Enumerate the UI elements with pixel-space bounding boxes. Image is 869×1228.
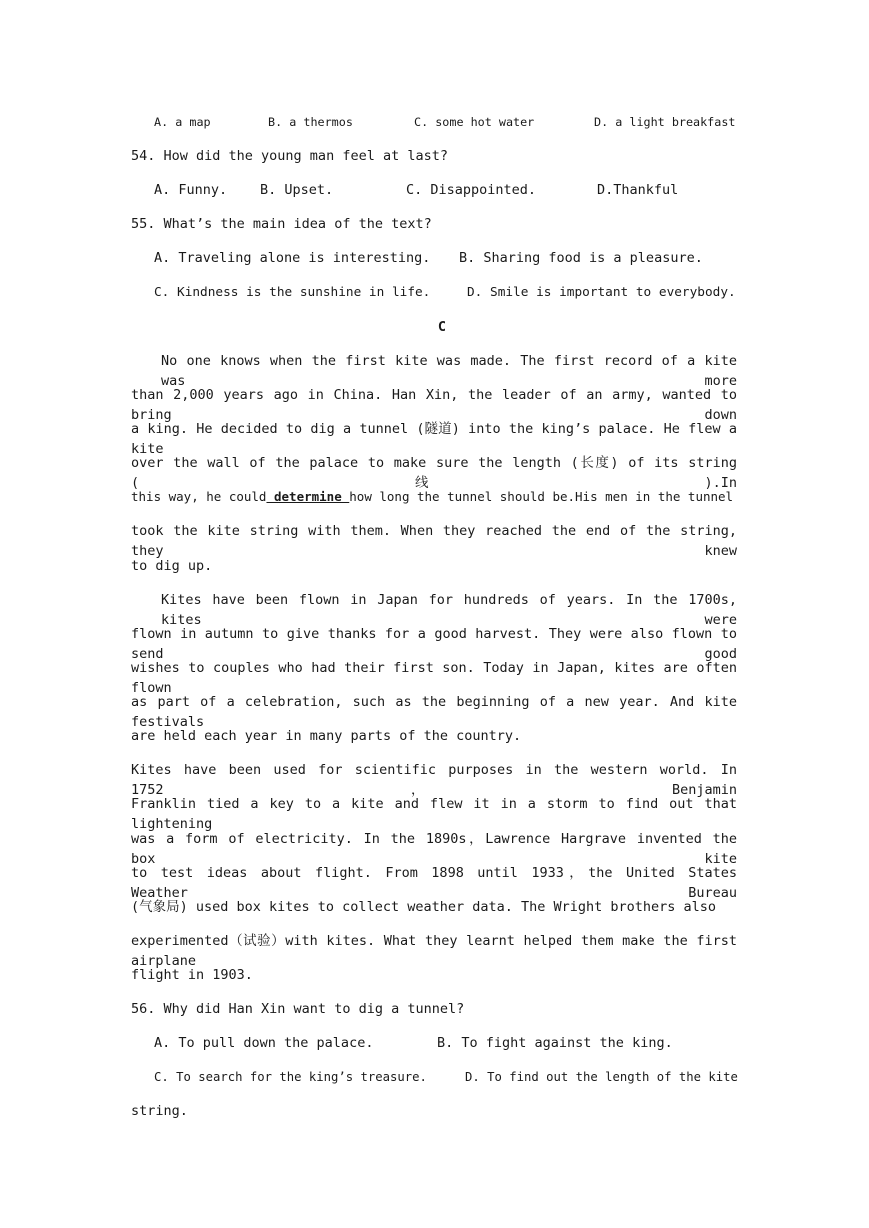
para1-line2: than 2,000 years ago in China. Han Xin, the leader of an army, wanted to bring down (131, 387, 737, 423)
q55-option-c: C. Kindness is the sunshine in life. (154, 285, 431, 300)
para1-line3: a king. He decided to dig a tunnel (隧道) into the king’s palace. He flew a kite (131, 421, 737, 457)
q56-option-d: D. To find out the length of the kite (465, 1070, 738, 1084)
q55-option-a: A. Traveling alone is interesting. (154, 250, 431, 266)
para2-line3: wishes to couples who had their first son. Today in Japan, kites are often flown (131, 660, 737, 696)
para1-line5-post: how long the tunnel should be.His men in the tunnel (349, 489, 734, 504)
para1-line5 (131, 487, 737, 507)
q53-option-c: C. some hot water (414, 115, 535, 129)
q53-option-d: D. a light breakfast (594, 115, 736, 129)
para2-line4: as part of a celebration, such as the beginning of a new year. And kite festivals (131, 694, 737, 730)
para3-line2: Franklin tied a key to a kite and flew it in a storm to find out that lightening (131, 796, 737, 832)
para2-line1: Kites have been flown in Japan for hundreds of years. In the 1700s, kites were (161, 592, 737, 628)
para2-line5: are held each year in many parts of the country. (131, 728, 522, 744)
underlined-word-determine: determine (266, 489, 350, 504)
q54-option-d: D.Thankful (597, 182, 679, 198)
q56-option-c: C. To search for the king’s treasure. (154, 1070, 427, 1084)
para3-line4: to test ideas about flight. From 1898 until 1933，the United States Weather Bureau (131, 865, 737, 901)
section-title: C (437, 319, 447, 335)
q56-question: 56. Why did Han Xin want to dig a tunnel? (131, 1001, 465, 1017)
para3-line5: (气象局) used box kites to collect weather data. The Wright brothers also (131, 899, 717, 915)
q56-option-d-continued: string. (131, 1103, 188, 1119)
q56-option-a: A. To pull down the palace. (154, 1035, 374, 1051)
q54-option-c: C. Disappointed. (406, 182, 537, 198)
q55-question: 55. What’s the main idea of the text? (131, 216, 432, 232)
para1-line7: to dig up. (131, 558, 213, 574)
para3-line6: experimented（试验）with kites. What they learnt helped them make the first airplane (131, 933, 737, 969)
para1-line4: over the wall of the palace to make sure the length (长度) of its string (线).In (131, 455, 737, 491)
q53-option-b: B. a thermos (268, 115, 353, 129)
para1-line1: No one knows when the first kite was made. The first record of a kite was more (161, 353, 737, 389)
q55-option-d: D. Smile is important to everybody. (467, 285, 736, 300)
para3-line1: Kites have been used for scientific purposes in the western world. In 1752，Benjamin (131, 762, 737, 798)
q54-option-b: B. Upset. (260, 182, 334, 198)
para1-line6: took the kite string with them. When they reached the end of the string, they knew (131, 523, 737, 559)
q55-option-b: B. Sharing food is a pleasure. (459, 250, 703, 266)
q54-question: 54. How did the young man feel at last? (131, 148, 448, 164)
q54-option-a: A. Funny. (154, 182, 228, 198)
para3-line7: flight in 1903. (131, 967, 253, 983)
para1-line5-pre: this way, he could (131, 489, 267, 504)
para2-line2: flown in autumn to give thanks for a good harvest. They were also flown to send good (131, 626, 737, 662)
q56-option-b: B. To fight against the king. (437, 1035, 673, 1051)
q53-option-a: A. a map (154, 115, 211, 129)
para3-line3: was a form of electricity. In the 1890s，Lawrence Hargrave invented the box kite (131, 831, 737, 867)
